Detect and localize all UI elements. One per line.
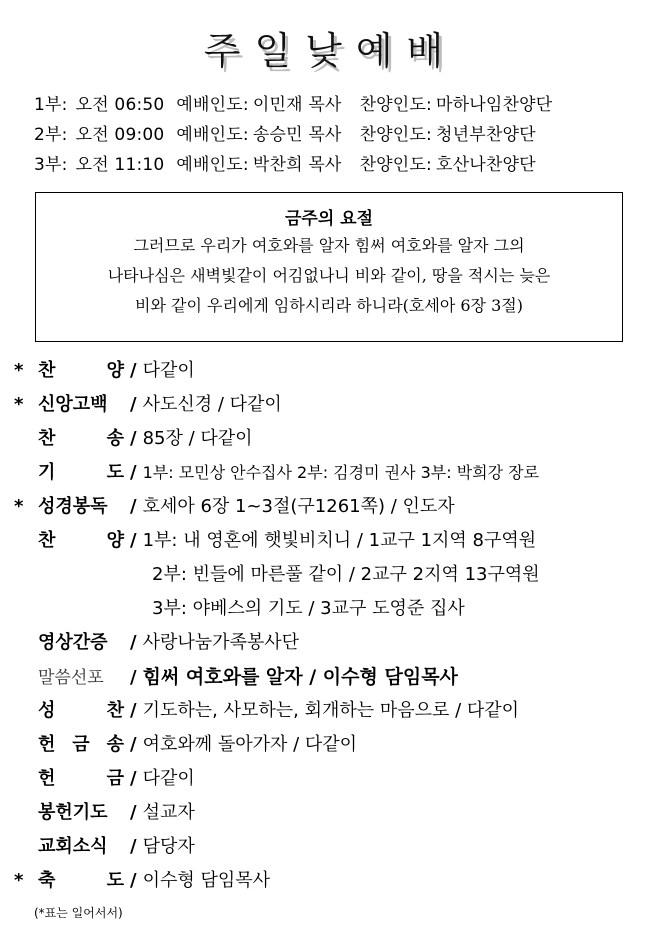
service-part: 2부: [34,125,68,145]
choir-label: 찬양인도: [359,125,432,145]
order-item-detail: 다같이 [142,360,195,381]
standing-marker: * [14,496,24,517]
order-item [14,354,654,388]
separator: / [130,700,137,721]
service-schedule [34,90,644,180]
order-item-label: 영상간증 [38,632,108,653]
standing-marker: * [14,870,24,891]
choir-name: 호산나찬양단 [435,155,536,175]
separator: / [130,632,137,653]
leader-label: 예배인도: [176,95,249,115]
separator: / [130,394,137,415]
weekly-verse-box [35,192,623,342]
order-item-label: 헌 금 송 [38,734,124,755]
service-row [34,150,644,180]
separator: / [130,836,137,857]
order-item [14,728,654,762]
order-item-continuation [14,558,654,592]
order-item [14,490,654,524]
order-item-label: 성경봉독 [38,496,108,517]
order-item-label: 헌 금 [38,768,124,789]
separator: / [130,428,137,449]
choir-label: 찬양인도: [359,155,432,175]
sermon-title: 힘써 여호와를 알자 / 이수형 담임목사 [142,666,458,688]
order-item-label: 찬 양 [38,360,124,381]
order-item-label: 교회소식 [38,836,108,857]
order-item-label: 찬 양 [38,530,124,551]
standing-marker: * [14,360,24,381]
service-row [34,90,644,120]
page-title: 주일낮예배 [203,29,458,73]
order-item-detail: 호세아 6장 1~3절(구1261쪽) / 인도자 [142,496,455,517]
verse-line: 나타나심은 새벽빛같이 어김없나니 비와 같이, 땅을 적시는 늦은 [107,266,551,285]
verse-line: 그러므로 우리가 여호와를 알자 힘써 여호와를 알자 그의 [133,236,525,255]
separator: / [130,496,137,517]
verse-line: 비와 같이 우리에게 임하시리라 하니라(호세아 6장 3절) [135,296,523,315]
service-row [34,120,644,150]
separator: / [130,462,137,483]
leader-name: 박찬희 목사 [252,155,342,175]
order-item-detail: 2부: 빈들에 마른풀 같이 / 2교구 2지역 13구역원 [152,564,540,585]
order-item [14,694,654,728]
order-item-detail: 다같이 [142,768,195,789]
leader-name: 이민재 목사 [252,95,342,115]
order-item-detail: 사도신경 / 다같이 [142,394,282,415]
standing-footnote: (*표는 일어서서) [34,906,123,920]
order-item [14,388,654,422]
order-item-label: 찬 송 [38,428,124,449]
choir-name: 마하나임찬양단 [435,95,553,115]
order-item [14,422,654,456]
order-item-detail: 1부: 내 영혼에 햇빛비치니 / 1교구 1지역 8구역원 [142,530,537,551]
order-item-detail: 1부: 모민상 안수집사 2부: 김경미 권사 3부: 박희강 장로 [142,463,540,482]
order-item-detail: 85장 / 다같이 [142,428,253,449]
order-item-detail: 설교자 [142,802,195,823]
leader-label: 예배인도: [176,125,249,145]
standing-marker: * [14,394,24,415]
separator: / [130,530,137,551]
choir-name: 청년부찬양단 [435,125,536,145]
order-item [14,660,654,694]
order-item-continuation [14,592,654,626]
order-item-label: 봉헌기도 [38,802,108,823]
order-of-worship [14,354,654,898]
order-item [14,864,654,898]
order-item [14,456,654,490]
order-item-detail: 기도하는, 사모하는, 회개하는 마음으로 / 다같이 [142,700,520,721]
order-item-detail: 사랑나눔가족봉사단 [142,632,300,653]
service-time: 오전 06:50 [75,95,165,115]
separator: / [130,870,137,891]
order-item [14,626,654,660]
separator: / [130,667,137,688]
separator: / [130,768,137,789]
order-item [14,524,654,558]
leader-label: 예배인도: [176,155,249,175]
separator: / [130,802,137,823]
service-time: 오전 09:00 [75,125,165,145]
order-item-label: 축 도 [38,870,124,891]
service-part: 1부: [34,95,68,115]
order-item [14,762,654,796]
service-part: 3부: [34,155,68,175]
choir-label: 찬양인도: [359,95,432,115]
order-item-detail: 이수형 담임목사 [142,870,271,891]
order-item [14,796,654,830]
separator: / [130,734,137,755]
separator: / [130,360,137,381]
order-item [14,830,654,864]
order-item-label: 성 찬 [38,700,124,721]
verse-heading: 금주의 요절 [284,209,374,229]
order-item-detail: 담당자 [142,836,195,857]
order-item-label: 기 도 [38,462,124,483]
order-item-detail: 3부: 야베스의 기도 / 3교구 도영준 집사 [152,598,465,619]
order-item-label: 신앙고백 [38,394,108,415]
order-item-label: 말씀선포 [38,668,104,688]
service-time: 오전 11:10 [75,155,165,175]
leader-name: 송승민 목사 [252,125,342,145]
order-item-detail: 여호와께 돌아가자 / 다같이 [142,734,358,755]
